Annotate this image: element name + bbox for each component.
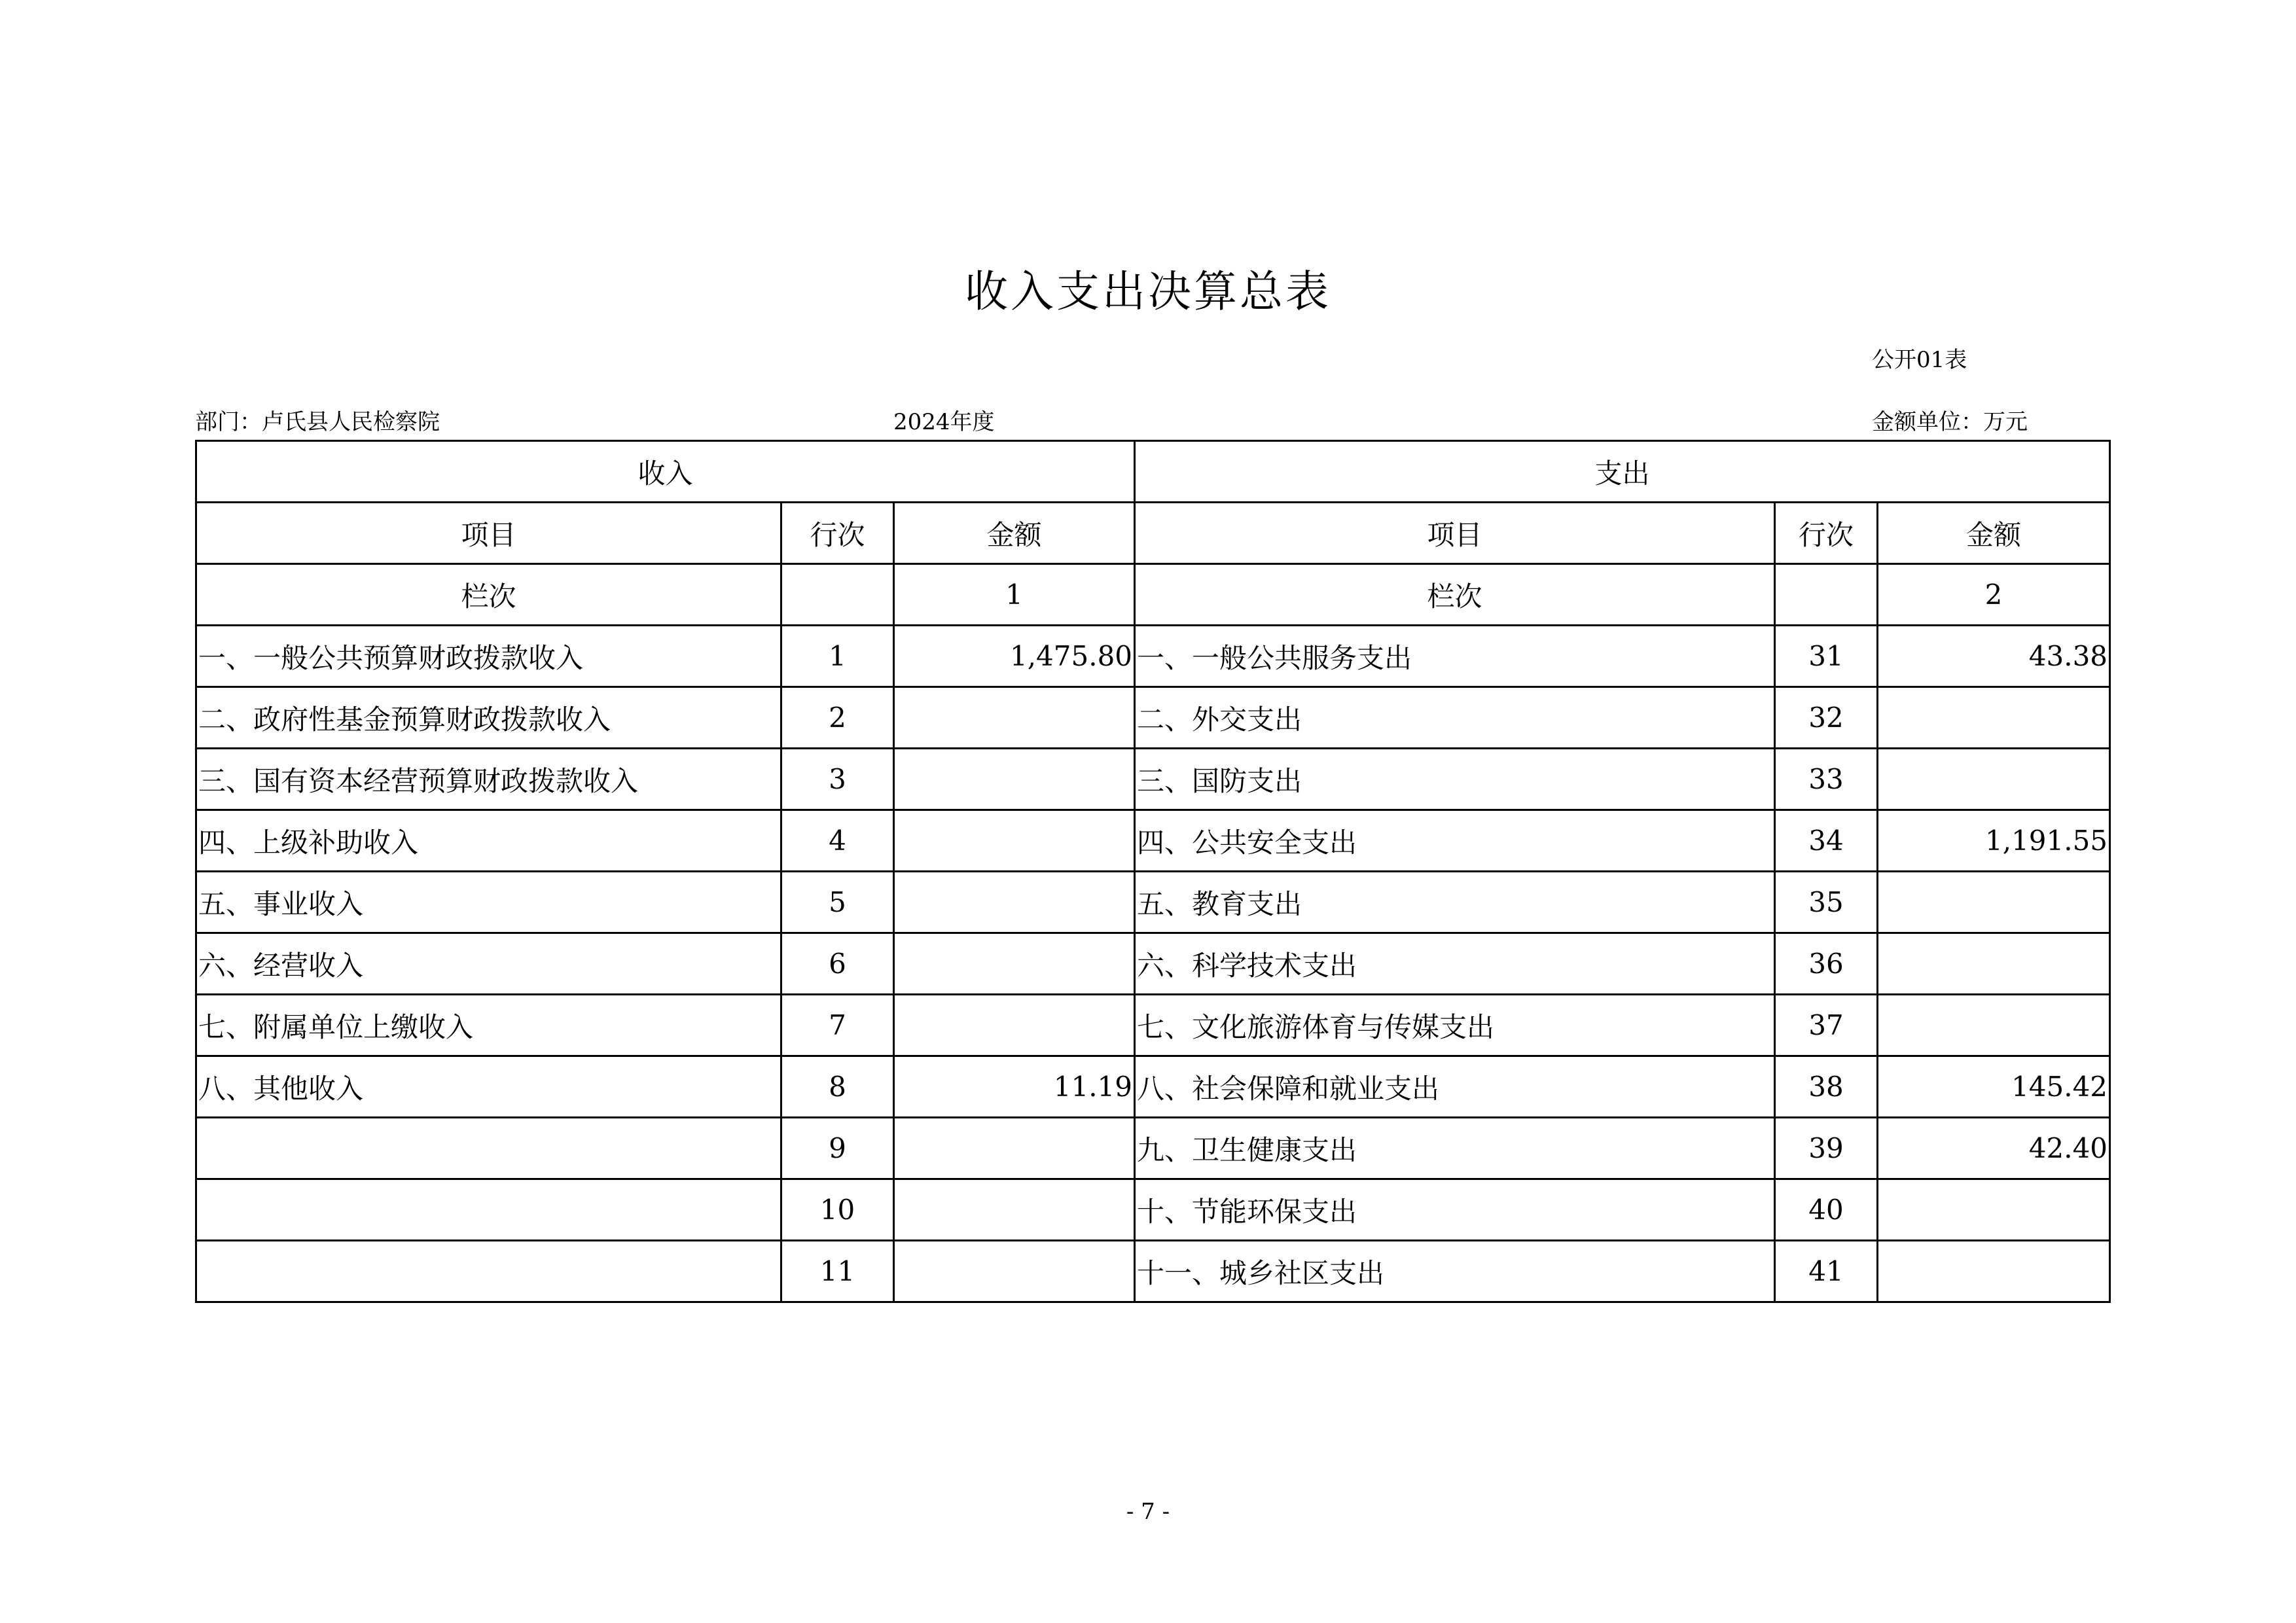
income-amount-cell: 11.19	[894, 1056, 1135, 1118]
expense-amount-cell	[1878, 687, 2110, 749]
expense-item-cell: 一、一般公共服务支出	[1135, 626, 1775, 687]
expense-amount-cell	[1878, 1179, 2110, 1241]
table-row	[196, 872, 2110, 933]
expense-item-cell: 三、国防支出	[1135, 749, 1775, 810]
income-col-label: 栏次	[196, 564, 781, 626]
income-amount-cell	[894, 810, 1135, 872]
expense-rowno-cell: 39	[1775, 1118, 1878, 1179]
income-header: 收入	[196, 441, 1135, 503]
expense-item-cell: 十一、城乡社区支出	[1135, 1241, 1775, 1302]
expense-item-header: 项目	[1135, 503, 1775, 564]
table-row	[196, 687, 2110, 749]
income-item-cell: 二、政府性基金预算财政拨款收入	[196, 687, 781, 749]
income-rowno-cell: 8	[781, 1056, 894, 1118]
income-amount-cell	[894, 1241, 1135, 1302]
year-label: 2024年度	[893, 409, 995, 435]
income-amount-cell	[894, 872, 1135, 933]
expense-amount-cell	[1878, 749, 2110, 810]
expense-item-cell: 九、卫生健康支出	[1135, 1118, 1775, 1179]
table-row	[196, 1179, 2110, 1241]
table-row	[196, 1241, 2110, 1302]
table-row	[196, 1118, 2110, 1179]
income-rowno-cell: 4	[781, 810, 894, 872]
header-row-section	[196, 441, 2110, 503]
summary-table	[195, 440, 2111, 1303]
income-amount-cell: 1,475.80	[894, 626, 1135, 687]
table-row	[196, 1056, 2110, 1118]
expense-col-blank	[1775, 564, 1878, 626]
expense-rowno-header: 行次	[1775, 503, 1878, 564]
expense-item-cell: 七、文化旅游体育与传媒支出	[1135, 995, 1775, 1056]
header-row-columns	[196, 503, 2110, 564]
page-number: - 7 -	[1126, 1499, 1170, 1525]
expense-rowno-cell: 31	[1775, 626, 1878, 687]
expense-amount-cell	[1878, 872, 2110, 933]
income-item-cell: 八、其他收入	[196, 1056, 781, 1118]
expense-amount-cell: 1,191.55	[1878, 810, 2110, 872]
unit-label: 金额单位：万元	[1872, 409, 2028, 435]
income-rowno-cell: 11	[781, 1241, 894, 1302]
table-row	[196, 810, 2110, 872]
expense-header: 支出	[1135, 441, 2110, 503]
expense-item-cell: 二、外交支出	[1135, 687, 1775, 749]
expense-amount-cell: 42.40	[1878, 1118, 2110, 1179]
income-col-no: 1	[894, 564, 1135, 626]
expense-amount-cell	[1878, 1241, 2110, 1302]
income-item-cell	[196, 1118, 781, 1179]
table-code: 公开01表	[1872, 347, 1967, 373]
expense-rowno-cell: 33	[1775, 749, 1878, 810]
income-item-cell: 五、事业收入	[196, 872, 781, 933]
income-rowno-cell: 2	[781, 687, 894, 749]
income-amount-cell	[894, 1118, 1135, 1179]
header-row-colno	[196, 564, 2110, 626]
expense-rowno-cell: 35	[1775, 872, 1878, 933]
income-rowno-cell: 1	[781, 626, 894, 687]
income-item-cell: 七、附属单位上缴收入	[196, 995, 781, 1056]
expense-rowno-cell: 32	[1775, 687, 1878, 749]
income-item-cell: 六、经营收入	[196, 933, 781, 995]
expense-item-cell: 四、公共安全支出	[1135, 810, 1775, 872]
expense-rowno-cell: 41	[1775, 1241, 1878, 1302]
expense-rowno-cell: 38	[1775, 1056, 1878, 1118]
expense-amount-cell	[1878, 933, 2110, 995]
income-amount-cell	[894, 749, 1135, 810]
income-rowno-cell: 3	[781, 749, 894, 810]
income-item-cell: 三、国有资本经营预算财政拨款收入	[196, 749, 781, 810]
expense-amount-cell	[1878, 995, 2110, 1056]
expense-col-no: 2	[1878, 564, 2110, 626]
department-label: 部门：卢氏县人民检察院	[195, 409, 440, 435]
expense-amount-cell: 43.38	[1878, 626, 2110, 687]
expense-item-cell: 六、科学技术支出	[1135, 933, 1775, 995]
expense-rowno-cell: 37	[1775, 995, 1878, 1056]
income-rowno-cell: 7	[781, 995, 894, 1056]
expense-item-cell: 十、节能环保支出	[1135, 1179, 1775, 1241]
table-row	[196, 626, 2110, 687]
table-row	[196, 995, 2110, 1056]
income-item-cell	[196, 1241, 781, 1302]
income-amount-cell	[894, 995, 1135, 1056]
income-amount-cell	[894, 1179, 1135, 1241]
table-row	[196, 749, 2110, 810]
income-item-cell: 一、一般公共预算财政拨款收入	[196, 626, 781, 687]
income-rowno-cell: 10	[781, 1179, 894, 1241]
expense-rowno-cell: 34	[1775, 810, 1878, 872]
income-rowno-cell: 5	[781, 872, 894, 933]
income-rowno-header: 行次	[781, 503, 894, 564]
table-row	[196, 933, 2110, 995]
income-rowno-cell: 6	[781, 933, 894, 995]
income-rowno-cell: 9	[781, 1118, 894, 1179]
expense-item-cell: 八、社会保障和就业支出	[1135, 1056, 1775, 1118]
income-item-cell	[196, 1179, 781, 1241]
page-title: 收入支出决算总表	[965, 266, 1331, 317]
expense-amount-cell: 145.42	[1878, 1056, 2110, 1118]
income-amount-cell	[894, 933, 1135, 995]
income-amount-cell	[894, 687, 1135, 749]
expense-item-cell: 五、教育支出	[1135, 872, 1775, 933]
income-amount-header: 金额	[894, 503, 1135, 564]
expense-rowno-cell: 40	[1775, 1179, 1878, 1241]
expense-col-label: 栏次	[1135, 564, 1775, 626]
expense-rowno-cell: 36	[1775, 933, 1878, 995]
income-col-blank	[781, 564, 894, 626]
income-item-header: 项目	[196, 503, 781, 564]
income-item-cell: 四、上级补助收入	[196, 810, 781, 872]
expense-amount-header: 金额	[1878, 503, 2110, 564]
